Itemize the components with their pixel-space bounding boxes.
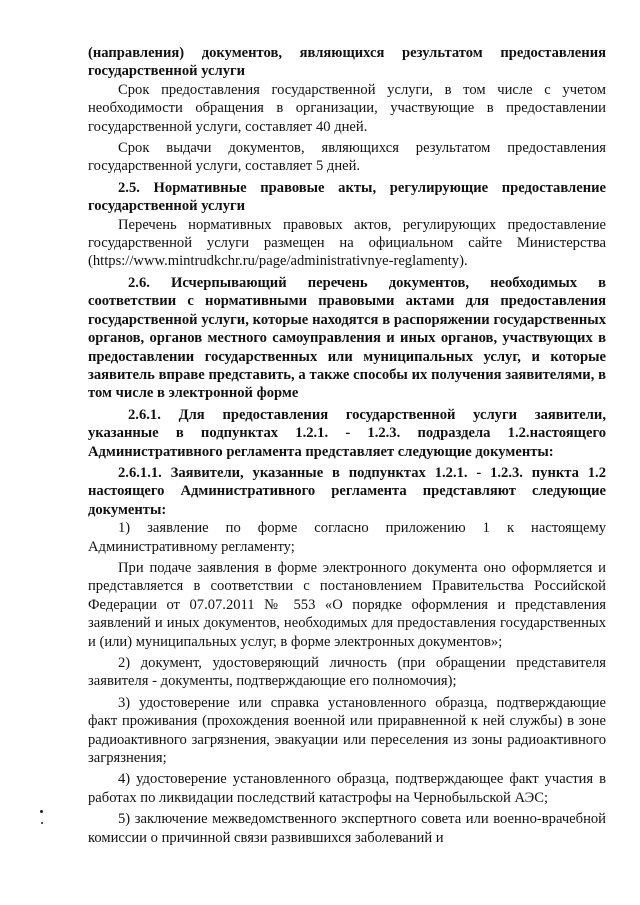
heading-2-5: 2.5. Нормативные правовые акты, регулирующие предоставление государственной услуги — [88, 179, 606, 215]
heading-2-6-1: 2.6.1. Для предоставления государственной услуги заявители, указанные в подпунктах 1.2.1. - 1.2.3. подраздела 1.2.настоящего Административного регламента представляет следующие документы: — [88, 406, 606, 460]
list-item-4: 4) удостоверение установленного образца, подтверждающее факт участия в работах по ликвидации последствий катастрофы на Чернобыльской АЭС; — [88, 771, 606, 806]
list-item-1: 1) заявление по форме согласно приложению 1 к настоящему Административному регламенту; — [88, 520, 606, 555]
heading-2-6: 2.6. Исчерпывающий перечень документов, необходимых в соответствии с нормативными правовыми актами для предоставления государственной услуги, которые находятся в распоряжении государственных органов, органов местного самоуправления и иных органов, участвующих в предоставлении государственных или муниципальных услуг, и которые заявитель вправе представить, а также способы их получения заявителями, в том числе в электронной форме — [88, 274, 606, 402]
heading-2-6-1-1: 2.6.1.1. Заявители, указанные в подпунктах 1.2.1. - 1.2.3. пункта 1.2 настоящего Административного регламента представляют следующие документы: — [88, 464, 606, 518]
list-item-2: 2) документ, удостоверяющий личность (при обращении представителя заявителя - документы, подтверждающие его полномочия); — [88, 655, 606, 690]
paragraph-electronic-submission: При подаче заявления в форме электронного документа оно оформляется и представляется в соответствии с постановлением Правительства Российской Федерации от 07.07.2011 № 553 «О порядке оформления и представления заявлений и иных документов, необходимых для предоставления государственных и (или) муниципальных услуг, в форме электронных документов»; — [88, 559, 606, 650]
list-item-5: 5) заключение межведомственного экспертного совета или военно-врачебной комиссии о причинной связи развившихся заболеваний и — [88, 811, 606, 846]
scan-speck — [41, 822, 43, 824]
paragraph-service-term: Срок предоставления государственной услуги, в том числе с учетом необходимости обращения в организации, участвующие в предоставлении государственной услуги, составляет 40 дней. — [88, 81, 606, 135]
paragraph-issue-term: Срок выдачи документов, являющихся результатом предоставления государственной услуги, составляет 5 дней. — [88, 140, 606, 175]
scan-speck — [40, 810, 43, 813]
list-item-3: 3) удостоверение или справка установленного образца, подтверждающие факт проживания (прохождения военной или приравненной к ней службы) в зоне радиоактивного загрязнения, эвакуации или переселения из зоны радиоактивного загрязнения; — [88, 694, 606, 767]
section-heading-continuation: (направления) документов, являющихся результатом предоставления государственной услуги — [88, 45, 606, 80]
paragraph-2-5: Перечень нормативных правовых актов, регулирующих предоставление государственной услуги размещен на официальном сайте Министерства (https://www.mintrudkchr.ru/page/administrativnye-reglamenty). — [88, 216, 606, 270]
